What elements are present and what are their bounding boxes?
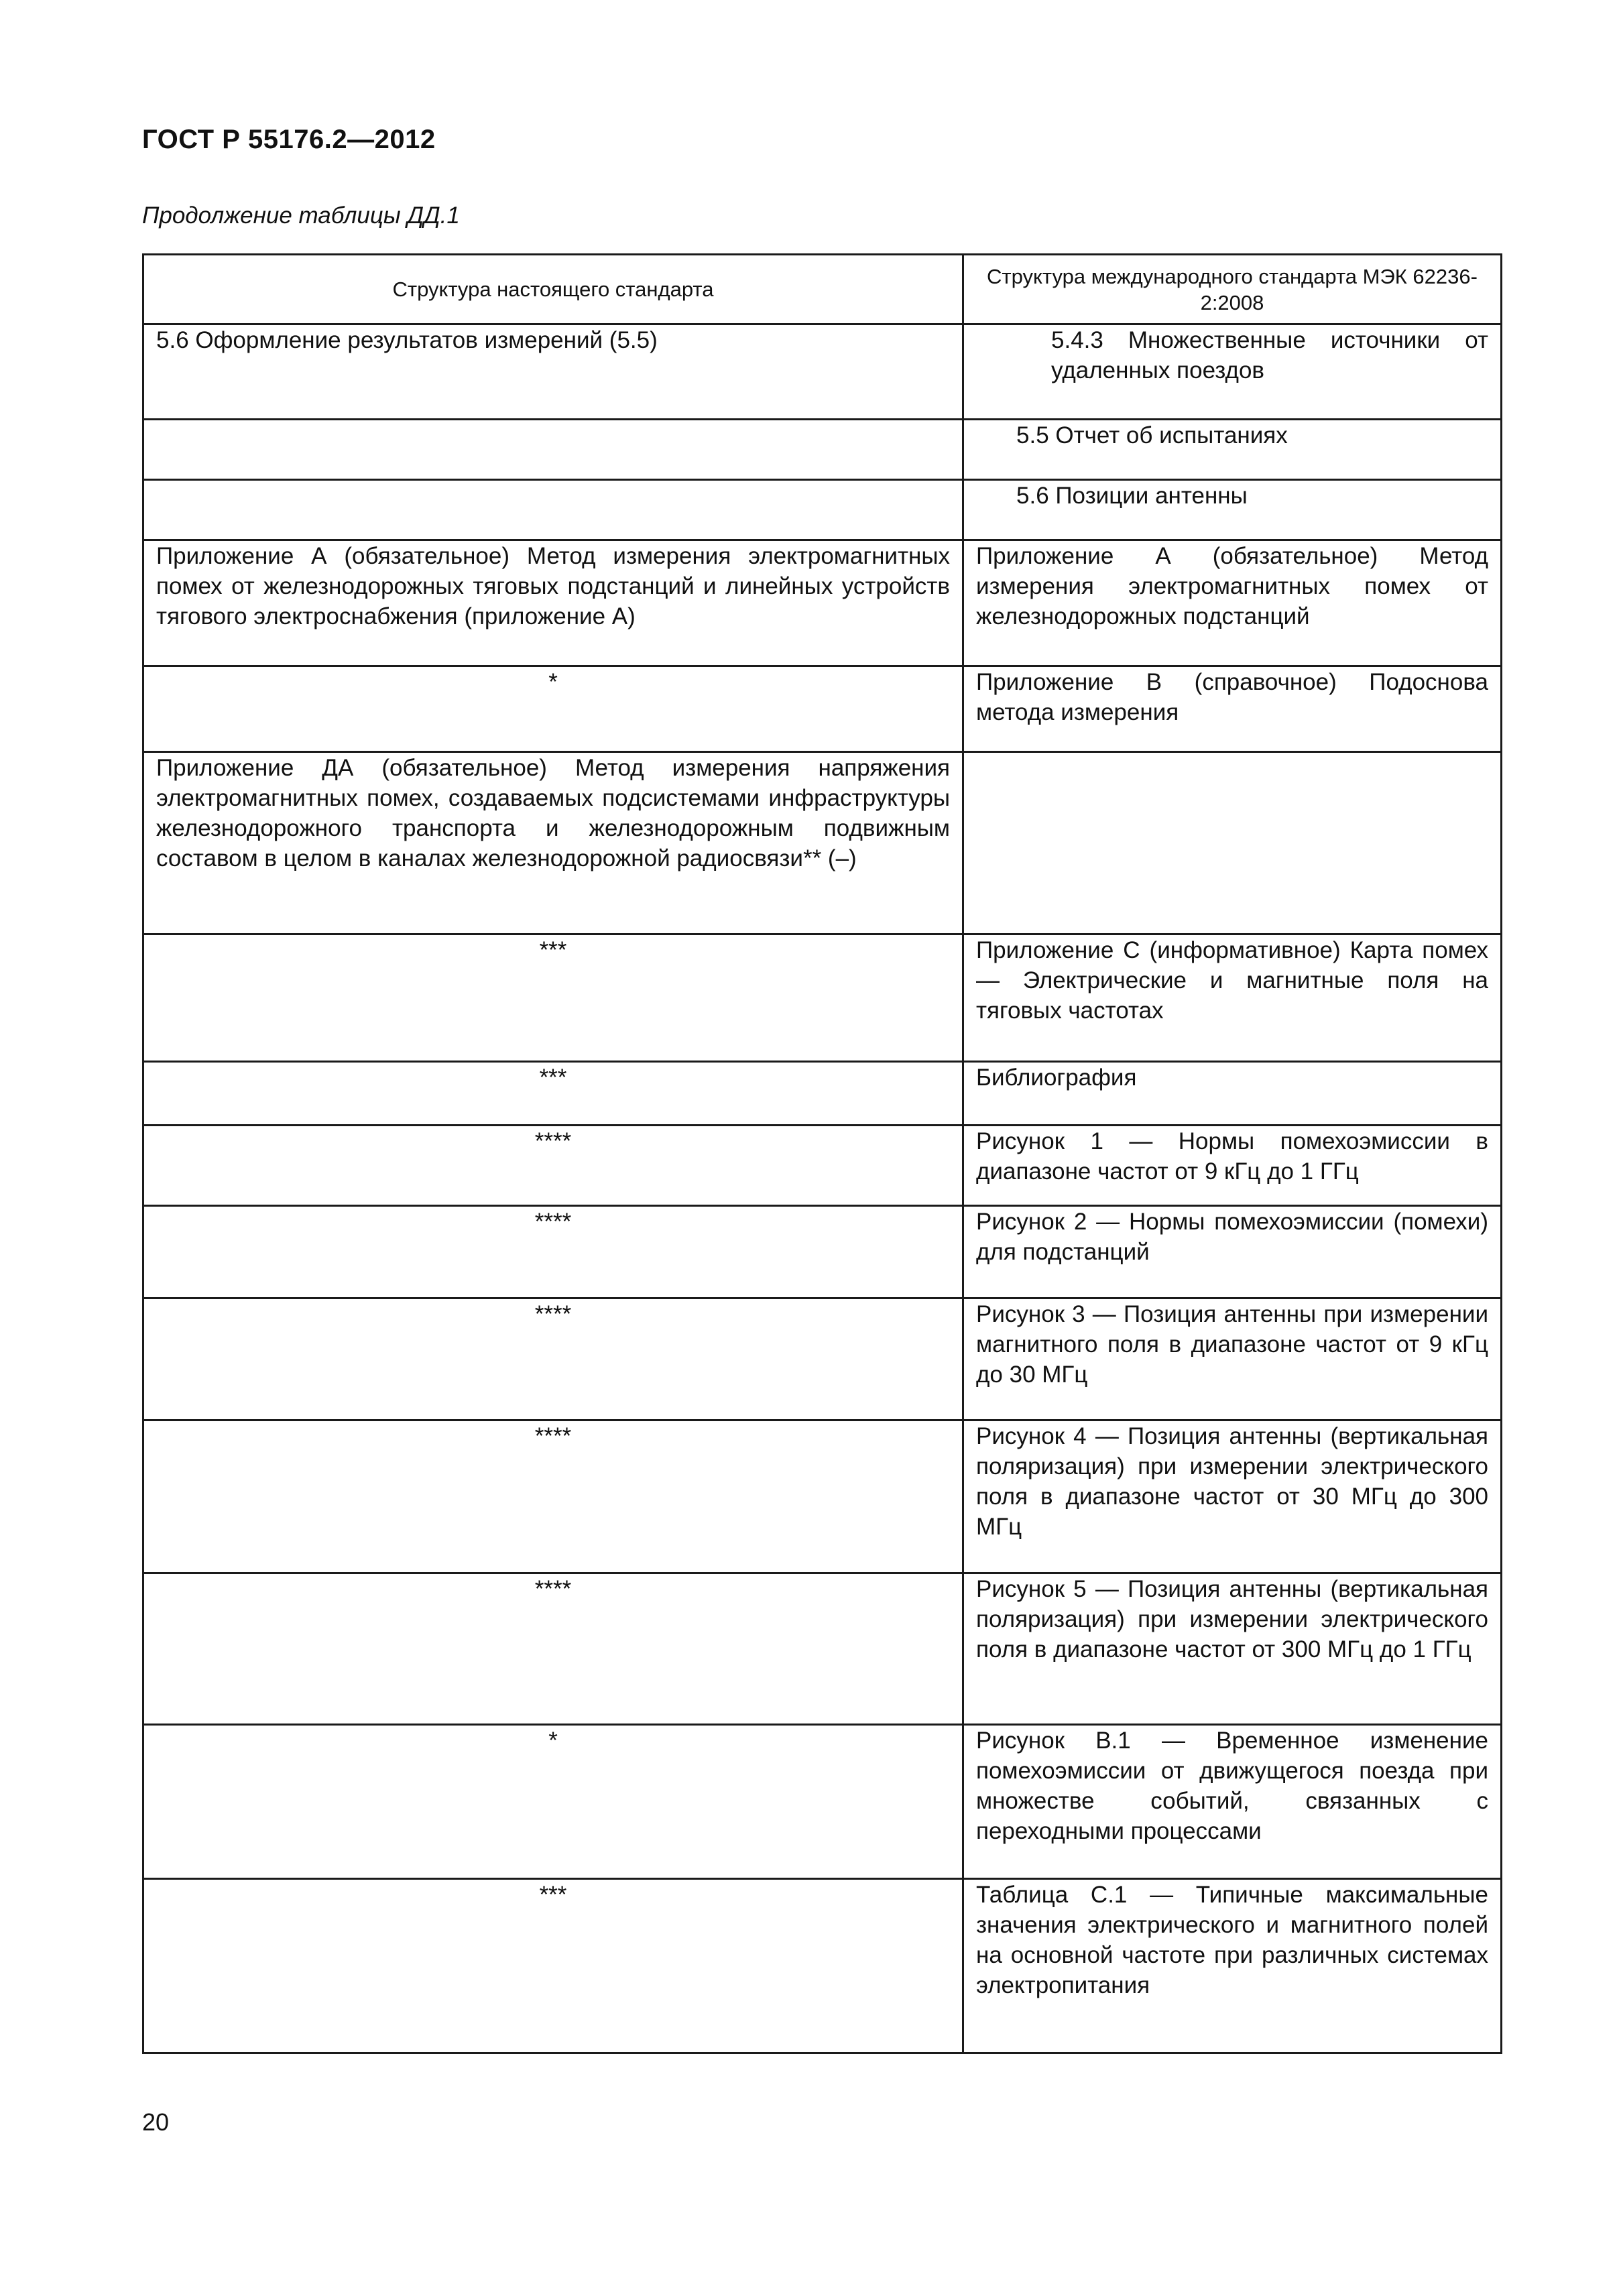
correspondence-table: [142, 253, 1502, 2054]
table-row: [143, 1126, 1502, 1206]
row-right-cell: Библиография: [963, 1062, 1502, 1126]
row-right-cell: Приложение В (справочное) Подоснова метода измерения: [963, 666, 1502, 752]
table-row: [143, 420, 1502, 480]
row-right-cell: Рисунок 2 — Нормы помехоэмиссии (помехи) для подстанций: [963, 1206, 1502, 1298]
table-row: [143, 752, 1502, 934]
table-row: [143, 1725, 1502, 1879]
table-row: [143, 540, 1502, 666]
page-number: 20: [142, 2108, 170, 2136]
row-right-cell: [963, 752, 1502, 934]
table-row: [143, 1573, 1502, 1725]
row-left-cell: ***: [143, 1879, 963, 2053]
row-left-cell: ****: [143, 1298, 963, 1421]
table-row: [143, 1879, 1502, 2053]
row-right-cell: Рисунок 5 — Позиция антенны (вертикальная поляризация) при измерении электрического поля в диапазоне частот от 300 МГц до 1 ГГц: [963, 1573, 1502, 1725]
row-left-cell: Приложение ДА (обязательное) Метод измерения напряжения электромагнитных помех, создаваемых подсистемами инфраструктуры железнодорожного транспорта и железнодорожным подвижным составом в целом в каналах железнодорожной радиосвязи** (–): [143, 752, 963, 934]
row-right-cell: 5.6 Позиции антенны: [963, 480, 1502, 540]
table-continuation-caption: Продолжение таблицы ДД.1: [142, 202, 460, 229]
row-right-cell: Приложение А (обязательное) Метод измерения электромагнитных помех от железнодорожных подстанций: [963, 540, 1502, 666]
row-right-cell: 5.5 Отчет об испытаниях: [963, 420, 1502, 480]
row-left-cell: *: [143, 666, 963, 752]
table-row: [143, 666, 1502, 752]
row-left-cell: ***: [143, 1062, 963, 1126]
column-header-international-standard: Структура международного стандарта МЭК 62236-2:2008: [963, 255, 1502, 324]
table-row: [143, 324, 1502, 420]
table-row: [143, 1206, 1502, 1298]
table-row: [143, 1298, 1502, 1421]
row-left-cell: 5.6 Оформление результатов измерений (5.5): [143, 324, 963, 420]
table-row: [143, 480, 1502, 540]
row-left-cell: ****: [143, 1421, 963, 1573]
row-right-cell: Рисунок В.1 — Временное изменение помехоэмиссии от движущегося поезда при множестве событий, связанных с переходными процессами: [963, 1725, 1502, 1879]
row-left-cell: [143, 420, 963, 480]
row-left-cell: ****: [143, 1206, 963, 1298]
table-header-row: [143, 255, 1502, 324]
row-right-cell: 5.4.3 Множественные источники от удаленных поездов: [963, 324, 1502, 420]
table-row: [143, 1062, 1502, 1126]
table-row: [143, 934, 1502, 1062]
row-left-cell: ****: [143, 1573, 963, 1725]
row-left-cell: *: [143, 1725, 963, 1879]
column-header-this-standard: Структура настоящего стандарта: [143, 255, 963, 324]
row-left-cell: Приложение А (обязательное) Метод измерения электромагнитных помех от железнодорожных тяговых подстанций и линейных устройств тягового электроснабжения (приложение А): [143, 540, 963, 666]
row-right-cell: Рисунок 1 — Нормы помехоэмиссии в диапазоне частот от 9 кГц до 1 ГГц: [963, 1126, 1502, 1206]
row-left-cell: ***: [143, 934, 963, 1062]
row-left-cell: [143, 480, 963, 540]
document-code: ГОСТ Р 55176.2—2012: [142, 125, 436, 154]
table-row: [143, 1421, 1502, 1573]
row-right-cell: Рисунок 4 — Позиция антенны (вертикальная поляризация) при измерении электрического поля в диапазоне частот от 30 МГц до 300 МГц: [963, 1421, 1502, 1573]
row-right-cell: Приложение С (информативное) Карта помех — Электрические и магнитные поля на тяговых частотах: [963, 934, 1502, 1062]
row-left-cell: ****: [143, 1126, 963, 1206]
row-right-cell: Рисунок 3 — Позиция антенны при измерении магнитного поля в диапазоне частот от 9 кГц до 30 МГц: [963, 1298, 1502, 1421]
row-right-cell: Таблица С.1 — Типичные максимальные значения электрического и магнитного полей на основной частоте при различных системах электропитания: [963, 1879, 1502, 2053]
